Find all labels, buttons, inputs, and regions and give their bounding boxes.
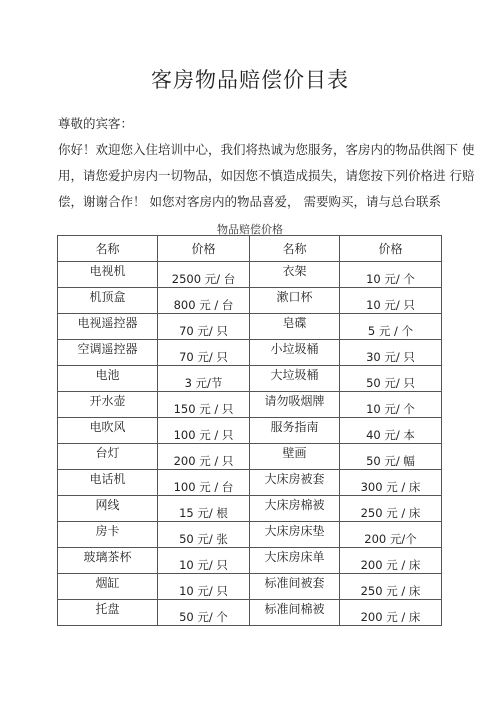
item-price-cell: 10 元/ 个: [340, 392, 442, 418]
table-row: [58, 600, 442, 626]
item-name-cell: 电视机: [58, 262, 158, 288]
item-price-cell: 5 元 / 个: [340, 314, 442, 340]
table-header-row: [58, 236, 442, 262]
item-price-cell: 200 元 / 床: [340, 600, 442, 626]
item-name-cell: 大床房床单: [250, 548, 340, 574]
compensation-price-table: [57, 235, 442, 626]
item-name-cell: 机顶盒: [58, 288, 158, 314]
item-price-cell: 40 元/ 本: [340, 418, 442, 444]
item-name-cell: 标准间被套: [250, 574, 340, 600]
item-name-cell: 小垃圾桶: [250, 340, 340, 366]
table-row: [58, 392, 442, 418]
table-row: [58, 340, 442, 366]
table-row: [58, 444, 442, 470]
table-row: [58, 470, 442, 496]
table-row: [58, 496, 442, 522]
item-name-cell: 烟缸: [58, 574, 158, 600]
header-item-name: 名称: [58, 236, 158, 262]
item-price-cell: 200 元 / 只: [158, 444, 250, 470]
intro-line: 用，请您爱护房内一切物品，如因您不慎造成损失，请您按下列价格进 行赔: [58, 168, 475, 183]
item-name-cell: 大床房床垫: [250, 522, 340, 548]
item-name-cell: 皂碟: [250, 314, 340, 340]
item-name-cell: 大床房被套: [250, 470, 340, 496]
item-price-cell: 200 元 / 床: [340, 548, 442, 574]
table-row: [58, 288, 442, 314]
item-price-cell: 10 元/ 个: [340, 262, 442, 288]
item-price-cell: 50 元/ 只: [340, 366, 442, 392]
header-item-name: 名称: [250, 236, 340, 262]
item-name-cell: 玻璃茶杯: [58, 548, 158, 574]
table-row: [58, 418, 442, 444]
table-row: [58, 548, 442, 574]
item-price-cell: 200 元/个: [340, 522, 442, 548]
item-price-cell: 10 元/ 只: [158, 574, 250, 600]
item-name-cell: 标准间棉被: [250, 600, 340, 626]
item-name-cell: 开水壶: [58, 392, 158, 418]
item-name-cell: 房卡: [58, 522, 158, 548]
item-price-cell: 70 元/ 只: [158, 340, 250, 366]
header-price: 价格: [158, 236, 250, 262]
item-price-cell: 70 元/ 只: [158, 314, 250, 340]
page-title: 客房物品赔偿价目表: [151, 68, 349, 92]
header-price: 价格: [340, 236, 442, 262]
item-price-cell: 10 元/ 只: [158, 548, 250, 574]
item-price-cell: 15 元/ 根: [158, 496, 250, 522]
intro-line: 偿，谢谢合作！ 如您对客房内的物品喜爱， 需要购买，请与总台联系: [58, 194, 441, 209]
item-price-cell: 250 元 / 床: [340, 496, 442, 522]
salutation: 尊敬的宾客：: [58, 116, 134, 131]
intro-line: 你好！欢迎您入住培训中心，我们将热诚为您服务，客房内的物品供阁下 使: [58, 142, 475, 157]
item-name-cell: 大垃圾桶: [250, 366, 340, 392]
item-name-cell: 电吹风: [58, 418, 158, 444]
item-price-cell: 100 元 / 台: [158, 470, 250, 496]
table-row: [58, 366, 442, 392]
item-price-cell: 50 元/ 个: [158, 600, 250, 626]
table-row: [58, 522, 442, 548]
item-price-cell: 800 元 / 台: [158, 288, 250, 314]
item-price-cell: 300 元 / 床: [340, 470, 442, 496]
item-name-cell: 漱口杯: [250, 288, 340, 314]
item-name-cell: 网线: [58, 496, 158, 522]
item-name-cell: 大床房棉被: [250, 496, 340, 522]
intro-paragraph: [58, 137, 475, 215]
item-price-cell: 50 元/ 张: [158, 522, 250, 548]
item-price-cell: 150 元 / 只: [158, 392, 250, 418]
item-name-cell: 请勿吸烟牌: [250, 392, 340, 418]
item-price-cell: 10 元/ 只: [340, 288, 442, 314]
item-name-cell: 服务指南: [250, 418, 340, 444]
item-price-cell: 250 元 / 床: [340, 574, 442, 600]
item-name-cell: 台灯: [58, 444, 158, 470]
item-name-cell: 电池: [58, 366, 158, 392]
item-name-cell: 空调遥控器: [58, 340, 158, 366]
item-name-cell: 壁画: [250, 444, 340, 470]
table-body: [58, 262, 442, 626]
table-row: [58, 262, 442, 288]
item-name-cell: 衣架: [250, 262, 340, 288]
table-row: [58, 314, 442, 340]
item-price-cell: 30 元/ 只: [340, 340, 442, 366]
item-name-cell: 电话机: [58, 470, 158, 496]
item-price-cell: 2500 元/ 台: [158, 262, 250, 288]
item-price-cell: 50 元/ 幅: [340, 444, 442, 470]
table-caption: 物品赔偿价格: [217, 223, 283, 236]
table-row: [58, 574, 442, 600]
item-price-cell: 3 元/节: [158, 366, 250, 392]
item-name-cell: 托盘: [58, 600, 158, 626]
item-name-cell: 电视遥控器: [58, 314, 158, 340]
item-price-cell: 100 元 / 只: [158, 418, 250, 444]
